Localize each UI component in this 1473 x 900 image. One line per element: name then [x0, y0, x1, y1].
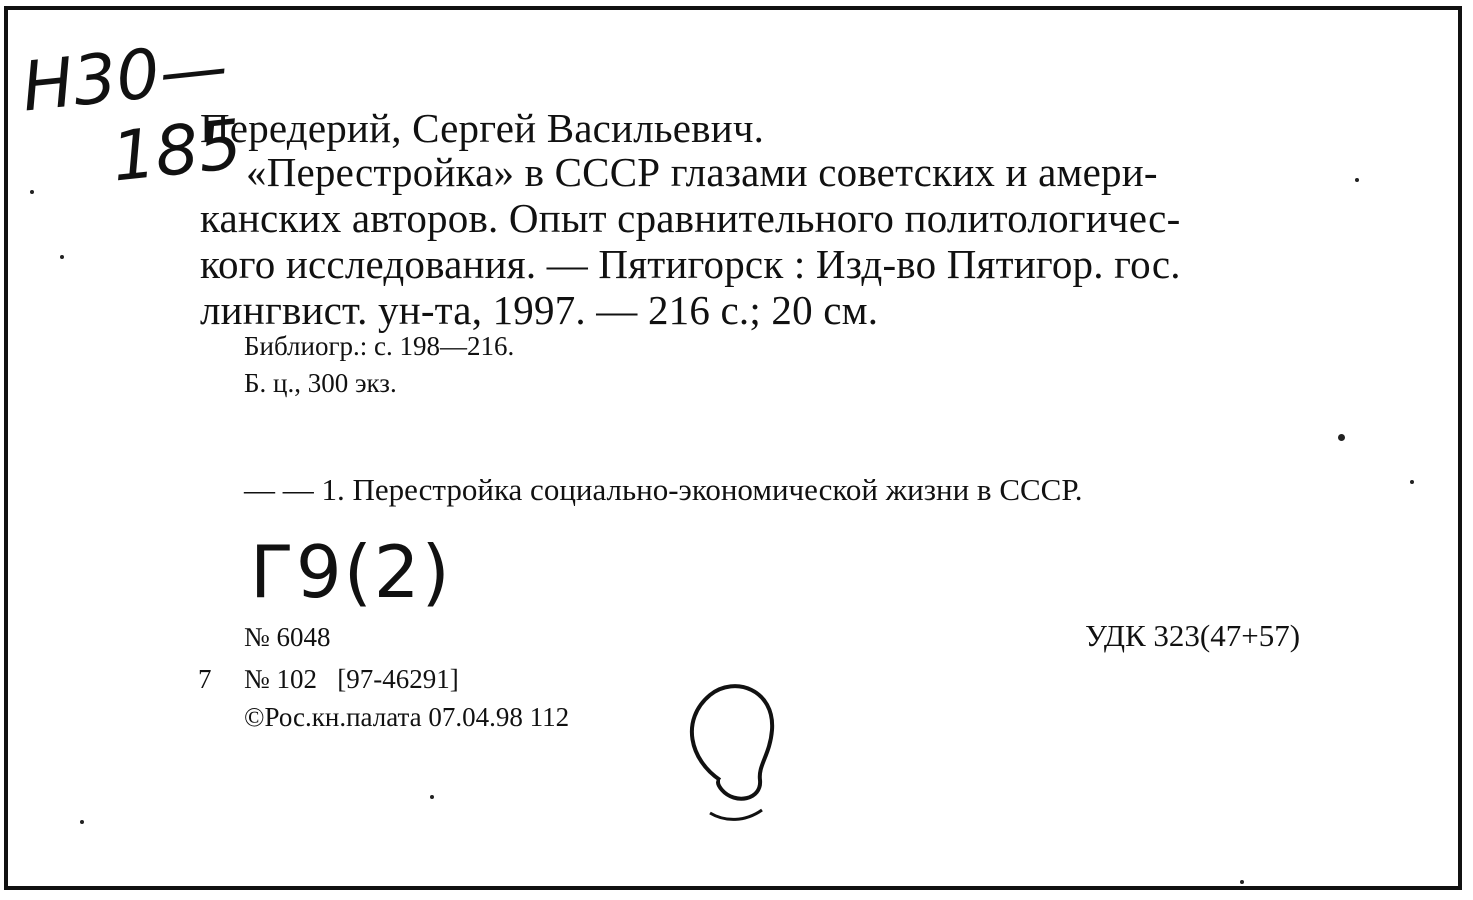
handwritten-classification: Г9(2): [250, 530, 452, 614]
record-number-2: № 102 [97-46291]: [244, 664, 459, 694]
scan-speck: [80, 820, 84, 824]
scan-speck: [30, 190, 34, 194]
scan-speck: [1338, 434, 1345, 441]
scan-speck: [60, 255, 64, 259]
title-line-2: канских авторов. Опыт сравнительного политологичес-: [200, 195, 1181, 241]
handwritten-loop-mark: [680, 680, 790, 830]
title-line-4: лингвист. ун-та, 1997. — 216 с.; 20 см.: [200, 287, 879, 333]
title-line-3: кого исследования. — Пятигорск : Изд-во Пятигор. гос.: [200, 241, 1181, 287]
record-number-1: № 6048: [244, 622, 331, 652]
title-line-1: «Перестройка» в СССР глазами советских и амери-: [246, 149, 1158, 195]
price-note: Б. ц., 300 экз.: [244, 368, 397, 398]
record-number-prefix: 7: [198, 664, 212, 694]
scan-speck: [1410, 480, 1414, 484]
scan-speck: [1355, 178, 1359, 182]
scan-speck: [430, 795, 434, 799]
udk-code: УДК 323(47+57): [1085, 618, 1301, 653]
handwritten-code: Н30—: [18, 27, 232, 128]
copyright-line: ©Рос.кн.палата 07.04.98 112: [244, 702, 570, 732]
handwritten-number: 185: [108, 105, 246, 198]
bibliography-note: Библиогр.: с. 198—216.: [244, 331, 515, 361]
author-heading: Передерий, Сергей Васильевич.: [200, 105, 765, 151]
subject-heading: — — 1. Перестройка социально-экономической жизни в СССР.: [244, 472, 1083, 507]
scan-speck: [1240, 880, 1244, 884]
